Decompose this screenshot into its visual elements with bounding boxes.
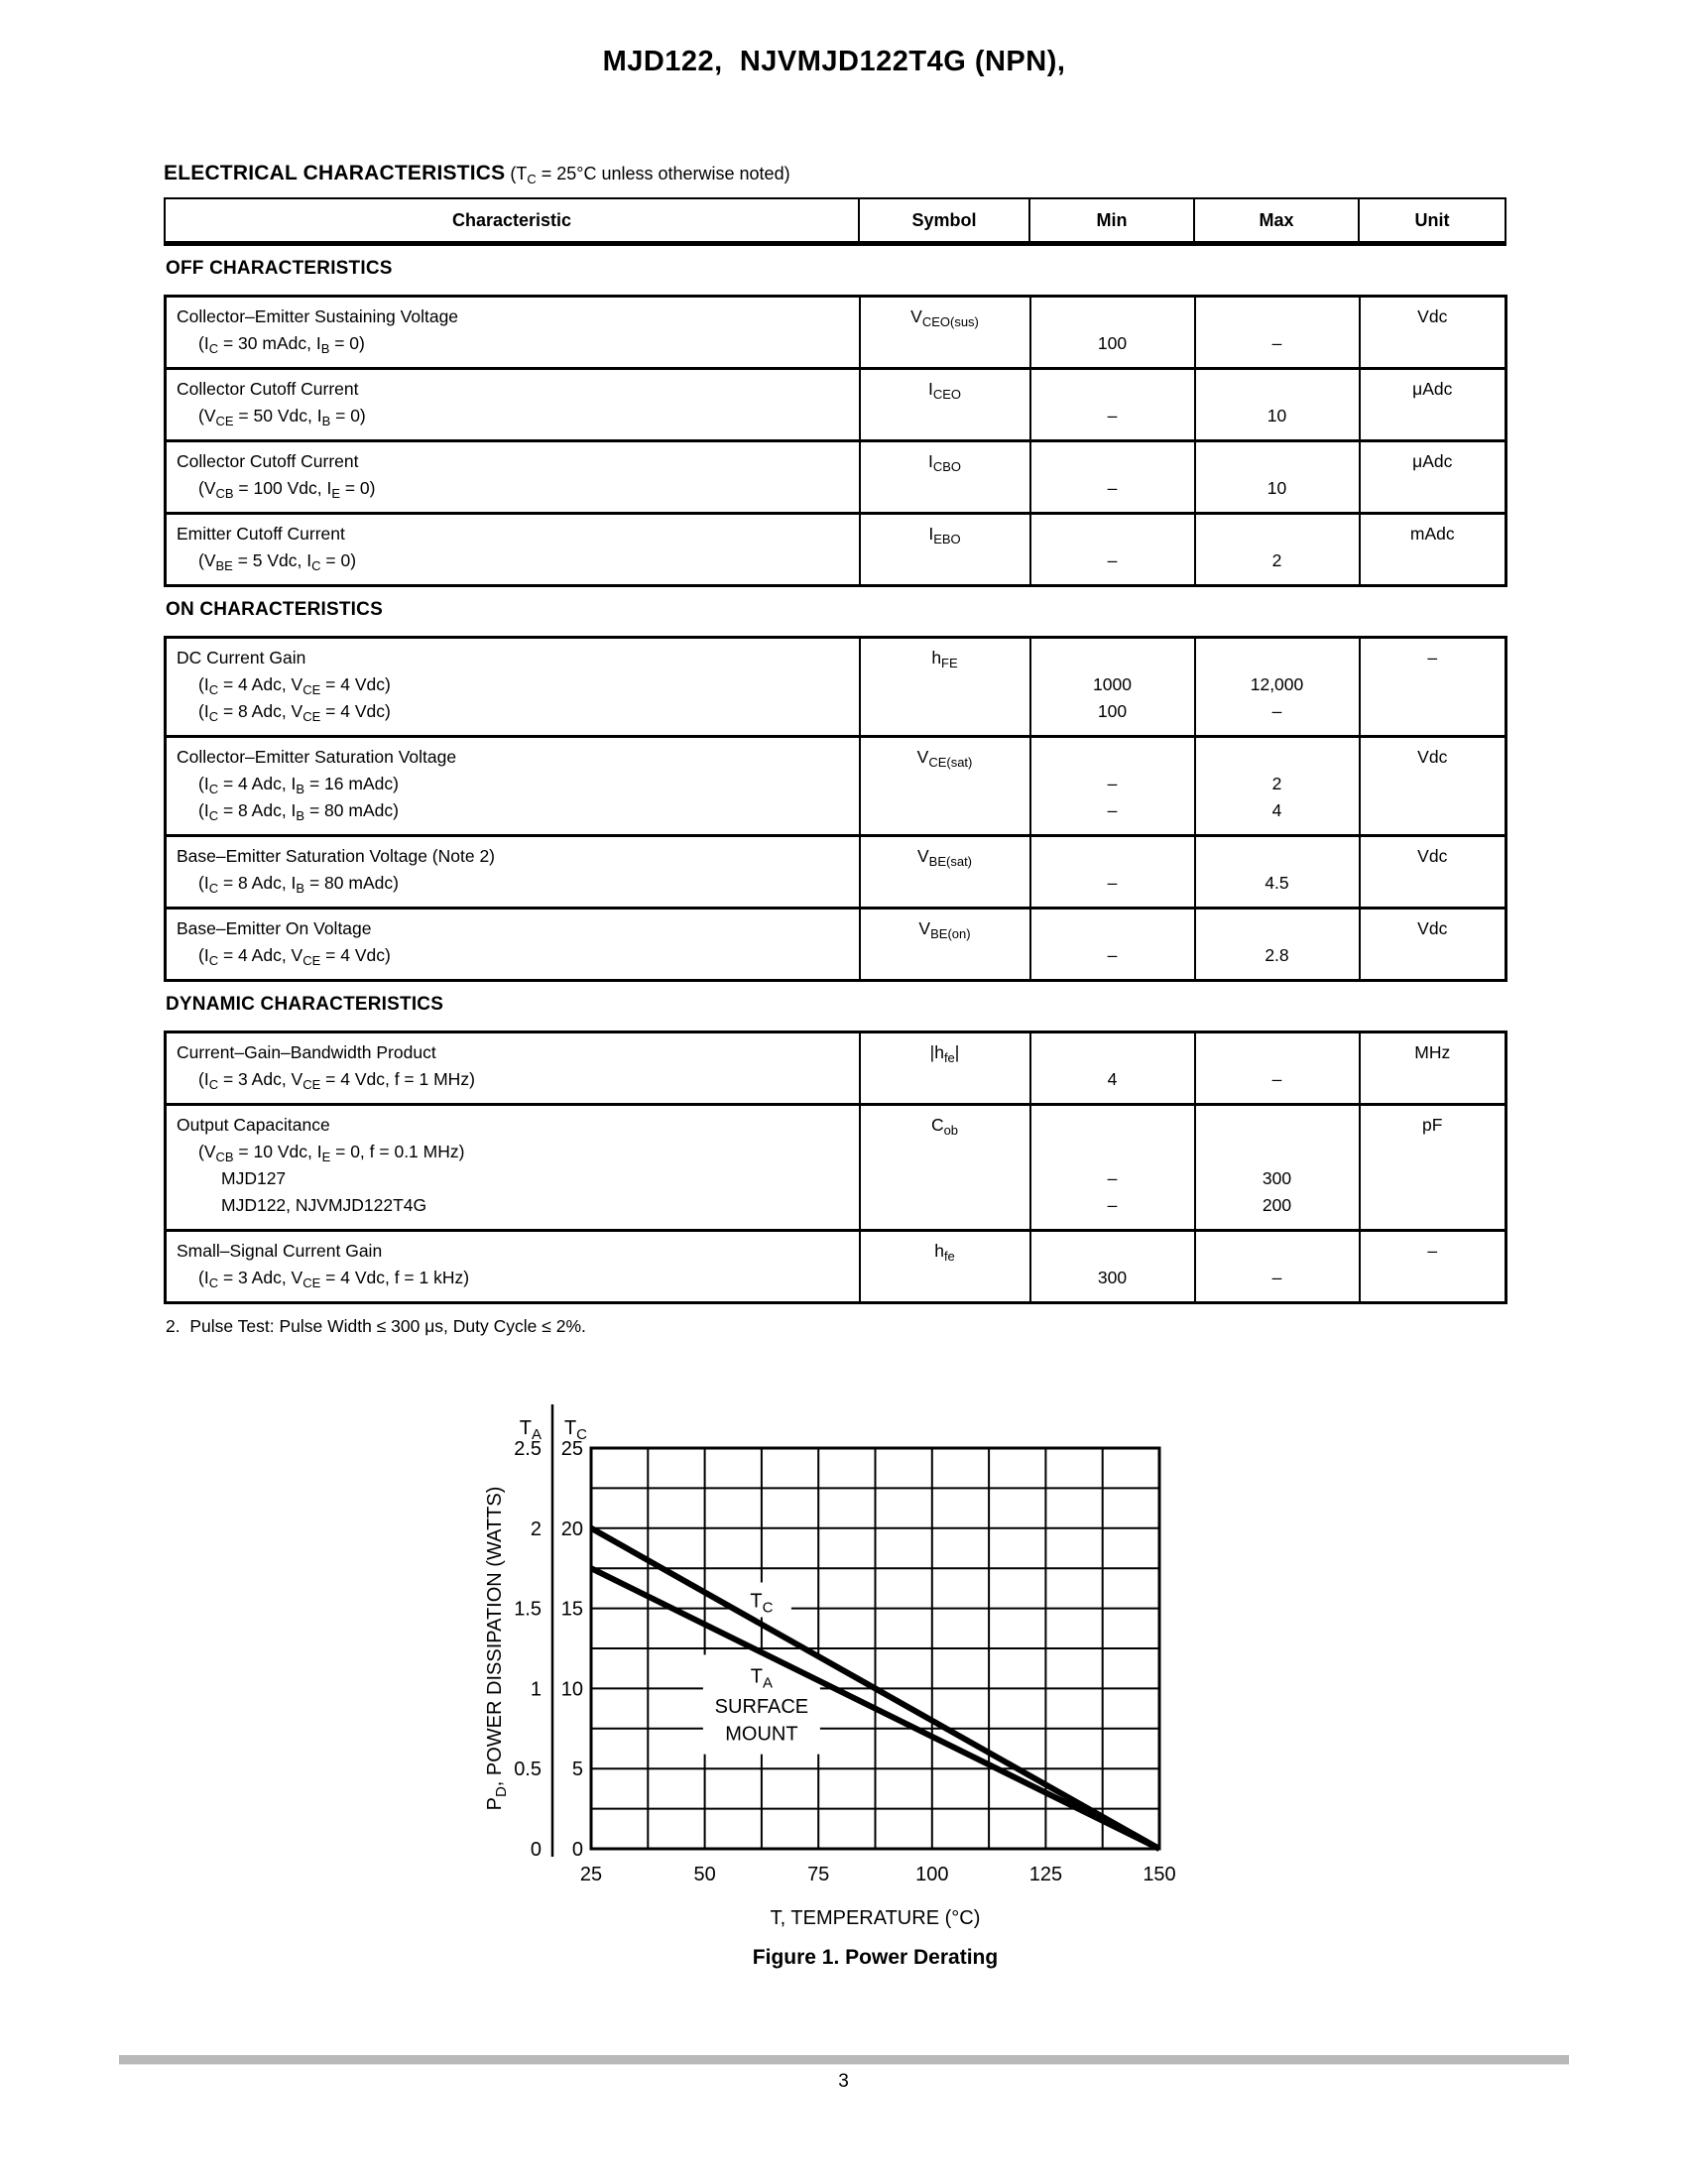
max-value — [1200, 376, 1355, 403]
symbol-cell — [860, 1105, 1030, 1231]
table-row — [166, 836, 1506, 909]
symbol-cell — [860, 737, 1030, 836]
max-cell — [1195, 836, 1360, 909]
unit-text: μAdc — [1412, 451, 1453, 471]
characteristic-line: MJD127 — [221, 1168, 287, 1188]
characteristic-line: ($I_C = 3$ Adc, $V_{CE} = 4$ Vdc, f = 1 MHz) — [198, 1069, 475, 1092]
max-value — [1200, 1112, 1355, 1139]
min-value — [1035, 1238, 1190, 1265]
min-cell — [1030, 1105, 1195, 1231]
x-tick: 50 — [693, 1864, 716, 1885]
characteristic-line: ($V_{CE} = 50$ Vdc, $I_B = 0$) — [198, 406, 366, 428]
characteristics-sections — [164, 258, 1505, 1304]
table-row — [166, 737, 1506, 836]
series-label: $T_A$ — [750, 1665, 774, 1692]
min-value: – — [1107, 478, 1118, 498]
max-cell — [1195, 441, 1360, 514]
characteristic-cell — [166, 1231, 860, 1303]
symbol-text: $h_{fe}$ — [934, 1241, 955, 1264]
unit-cell — [1360, 1231, 1506, 1303]
spec-table — [164, 295, 1507, 587]
symbol-text: $I_{CEO}$ — [927, 379, 962, 402]
y-axis-label: $P_D$, POWER DISSIPATION (WATTS) — [484, 1486, 510, 1811]
characteristic-line: ($I_C = 8$ Adc, $V_{CE} = 4$ Vdc) — [198, 701, 391, 724]
unit-text: Vdc — [1417, 306, 1448, 326]
min-value: 300 — [1097, 1268, 1128, 1287]
max-value: – — [1271, 701, 1282, 721]
unit-text: MHz — [1414, 1042, 1451, 1062]
max-value: 12,000 — [1250, 674, 1304, 694]
electrical-characteristics-label: ELECTRICAL CHARACTERISTICS — [164, 162, 506, 184]
y-axis-header-tc: $T_C$ — [563, 1417, 587, 1443]
min-cell — [1030, 297, 1195, 369]
characteristic-cell — [166, 836, 860, 909]
symbol-text: $I_{EBO}$ — [928, 524, 961, 546]
symbol-cell — [860, 1032, 1030, 1105]
x-tick: 150 — [1143, 1864, 1176, 1885]
page-title: MJD122, NJVMJD122T4G (NPN), — [602, 46, 1066, 77]
characteristic-line: Collector–Emitter Sustaining Voltage — [177, 306, 459, 326]
min-value: 4 — [1107, 1069, 1118, 1089]
table-row — [166, 1105, 1506, 1231]
min-value — [1035, 1039, 1190, 1066]
min-value — [1035, 303, 1190, 330]
min-cell — [1030, 836, 1195, 909]
max-value — [1200, 645, 1355, 671]
unit-cell — [1360, 638, 1506, 737]
spec-table — [164, 636, 1507, 982]
y-tick-tc: 10 — [560, 1678, 583, 1701]
characteristic-line: ($I_C = 8$ Adc, $I_B = 80$ mAdc) — [198, 873, 399, 896]
characteristic-cell — [166, 297, 860, 369]
characteristic-line: Emitter Cutoff Current — [177, 524, 345, 544]
section-heading: DYNAMIC CHARACTERISTICS — [166, 994, 444, 1015]
min-value: – — [1107, 550, 1118, 570]
characteristic-line: ($I_C = 8$ Adc, $I_B = 80$ mAdc) — [198, 800, 399, 823]
min-value — [1035, 1139, 1190, 1165]
table-row — [166, 297, 1506, 369]
unit-text: Vdc — [1417, 918, 1448, 938]
characteristic-cell — [166, 514, 860, 586]
y-tick-ta: 0.5 — [514, 1759, 542, 1781]
max-value — [1200, 843, 1355, 870]
header-row — [165, 198, 1506, 244]
table-row — [166, 638, 1506, 737]
y-tick-ta: 1.5 — [514, 1598, 542, 1621]
characteristic-cell — [166, 909, 860, 981]
symbol-text: $h_{FE}$ — [931, 648, 958, 670]
symbol-text: $C_{ob}$ — [930, 1115, 959, 1138]
characteristic-line: Output Capacitance — [177, 1115, 330, 1135]
symbol-cell — [860, 441, 1030, 514]
min-cell — [1030, 369, 1195, 441]
y-tick-ta: 0 — [530, 1839, 542, 1861]
table-row — [166, 1231, 1506, 1303]
unit-text: mAdc — [1409, 524, 1455, 544]
column-header-min: Min — [1029, 198, 1194, 244]
section-heading: OFF CHARACTERISTICS — [166, 258, 393, 279]
symbol-cell — [860, 638, 1030, 737]
characteristic-cell — [166, 638, 860, 737]
symbol-cell — [860, 1231, 1030, 1303]
min-value: – — [1107, 800, 1118, 820]
power-derating-chart — [417, 1389, 1190, 1944]
max-cell — [1195, 909, 1360, 981]
footnote: 2. Pulse Test: Pulse Width ≤ 300 μs, Duty Cycle ≤ 2%. — [166, 1316, 586, 1336]
min-cell — [1030, 737, 1195, 836]
max-value: – — [1271, 1268, 1282, 1287]
symbol-text: $V_{CE(sat)}$ — [916, 747, 973, 770]
max-value: 2 — [1271, 774, 1282, 793]
min-value — [1035, 843, 1190, 870]
min-value: – — [1107, 1168, 1118, 1188]
max-value: 300 — [1262, 1168, 1292, 1188]
unit-cell — [1360, 441, 1506, 514]
max-cell — [1195, 369, 1360, 441]
unit-text: pF — [1422, 1115, 1443, 1135]
unit-cell — [1360, 836, 1506, 909]
min-value — [1035, 521, 1190, 547]
min-cell — [1030, 441, 1195, 514]
column-header-max: Max — [1194, 198, 1359, 244]
max-cell — [1195, 1231, 1360, 1303]
max-value: 2.8 — [1265, 945, 1289, 965]
symbol-text: $|h_{fe}|$ — [929, 1042, 960, 1065]
unit-text: – — [1427, 1241, 1438, 1261]
max-cell — [1195, 1105, 1360, 1231]
min-value — [1035, 448, 1190, 475]
unit-text: Vdc — [1417, 846, 1448, 866]
characteristic-line: Small–Signal Current Gain — [177, 1241, 383, 1261]
table-row — [166, 514, 1506, 586]
min-value: – — [1107, 1195, 1118, 1215]
column-header-symbol: Symbol — [859, 198, 1029, 244]
section-heading: ON CHARACTERISTICS — [166, 599, 383, 620]
min-value — [1035, 376, 1190, 403]
unit-cell — [1360, 514, 1506, 586]
characteristic-line: DC Current Gain — [177, 648, 306, 667]
min-value — [1035, 744, 1190, 771]
max-value — [1200, 448, 1355, 475]
min-value — [1035, 1112, 1190, 1139]
characteristic-line: ($I_C = 30$ mAdc, $I_B = 0$) — [198, 333, 365, 356]
max-value: 4 — [1271, 800, 1282, 820]
characteristic-line: ($I_C = 4$ Adc, $V_{CE} = 4$ Vdc) — [198, 945, 391, 968]
y-tick-ta: 2 — [530, 1517, 542, 1540]
unit-cell — [1360, 737, 1506, 836]
y-tick-tc: 5 — [571, 1759, 583, 1781]
max-value — [1200, 1039, 1355, 1066]
symbol-text: $V_{BE(sat)}$ — [916, 846, 973, 869]
characteristic-line: ($V_{CB} = 10$ Vdc, $I_E = 0$, f = 0.1 MHz) — [198, 1142, 465, 1164]
y-tick-tc: 15 — [560, 1598, 583, 1621]
symbol-text: $V_{CEO(sus)}$ — [910, 306, 979, 329]
table-row — [166, 441, 1506, 514]
unit-cell — [1360, 1032, 1506, 1105]
unit-text: Vdc — [1417, 747, 1448, 767]
y-tick-ta: 1 — [530, 1678, 542, 1701]
characteristic-line: Collector Cutoff Current — [177, 451, 359, 471]
max-value — [1200, 915, 1355, 942]
spec-table — [164, 1031, 1507, 1304]
y-axis-header-ta: $T_A$ — [519, 1417, 542, 1443]
min-cell — [1030, 514, 1195, 586]
symbol-cell — [860, 836, 1030, 909]
symbol-cell — [860, 369, 1030, 441]
min-cell — [1030, 909, 1195, 981]
y-tick-tc: 0 — [571, 1839, 583, 1861]
x-axis-label: T, TEMPERATURE (°C) — [770, 1907, 981, 1929]
characteristic-line: ($I_C = 3$ Adc, $V_{CE} = 4$ Vdc, f = 1 kHz) — [198, 1268, 470, 1290]
characteristic-cell — [166, 369, 860, 441]
characteristic-line: ($I_C = 4$ Adc, $V_{CE} = 4$ Vdc) — [198, 674, 391, 697]
column-header-unit: Unit — [1359, 198, 1506, 244]
symbol-cell — [860, 297, 1030, 369]
characteristics-header-table — [164, 197, 1506, 246]
y-tick-tc: 20 — [560, 1517, 583, 1540]
x-tick: 75 — [807, 1864, 830, 1885]
unit-text: – — [1427, 648, 1438, 667]
unit-cell — [1360, 909, 1506, 981]
unit-text: μAdc — [1412, 379, 1453, 399]
max-value — [1200, 303, 1355, 330]
max-value: 10 — [1266, 406, 1287, 425]
min-cell — [1030, 1032, 1195, 1105]
symbol-cell — [860, 514, 1030, 586]
min-value: 100 — [1097, 333, 1128, 353]
max-value: 2 — [1271, 550, 1282, 570]
y-tick-ta: 2.5 — [514, 1438, 542, 1460]
characteristic-cell — [166, 1105, 860, 1231]
max-cell — [1195, 638, 1360, 737]
x-tick: 25 — [579, 1864, 603, 1885]
characteristic-line: ($I_C = 4$ Adc, $I_B = 16$ mAdc) — [198, 774, 399, 796]
max-value: 4.5 — [1265, 873, 1289, 893]
characteristic-cell — [166, 737, 860, 836]
max-value — [1200, 744, 1355, 771]
series-label: $T_C$ — [750, 1590, 774, 1617]
column-header-characteristic: Characteristic — [451, 210, 572, 230]
symbol-text: $V_{BE(on)}$ — [918, 918, 971, 941]
footer-divider — [119, 2055, 1569, 2065]
electrical-characteristics-heading — [164, 162, 1505, 185]
max-value: 10 — [1266, 478, 1287, 498]
page-number: 3 — [838, 2071, 849, 2092]
electrical-characteristics-note: ($T_C = 25^\circ C$ unless otherwise noted) — [510, 164, 790, 186]
series-label: SURFACE — [714, 1696, 809, 1719]
max-value: 200 — [1262, 1195, 1292, 1215]
max-cell — [1195, 737, 1360, 836]
min-value: – — [1107, 945, 1118, 965]
characteristic-line: Base–Emitter On Voltage — [177, 918, 372, 938]
characteristic-cell — [166, 441, 860, 514]
unit-cell — [1360, 297, 1506, 369]
min-value: 100 — [1097, 701, 1128, 721]
characteristic-line: MJD122, NJVMJD122T4G — [221, 1195, 427, 1215]
figure-caption: Figure 1. Power Derating — [752, 1946, 999, 1969]
figure-power-derating — [417, 1389, 1190, 1999]
characteristic-line: Base–Emitter Saturation Voltage (Note 2) — [177, 846, 496, 866]
max-value — [1200, 1238, 1355, 1265]
symbol-text: $I_{CBO}$ — [927, 451, 962, 474]
characteristic-line: Collector–Emitter Saturation Voltage — [177, 747, 457, 767]
max-cell — [1195, 1032, 1360, 1105]
y-tick-tc: 25 — [560, 1438, 583, 1460]
min-value: 1000 — [1093, 674, 1132, 694]
min-value: – — [1107, 774, 1118, 793]
characteristic-line: ($V_{CB} = 100$ Vdc, $I_E = 0$) — [198, 478, 376, 501]
symbol-cell — [860, 909, 1030, 981]
min-cell — [1030, 1231, 1195, 1303]
page-content — [164, 0, 1505, 1337]
min-cell — [1030, 638, 1195, 737]
characteristic-line: ($V_{BE} = 5$ Vdc, $I_C = 0$) — [198, 550, 357, 573]
table-row — [166, 1032, 1506, 1105]
max-value: – — [1271, 333, 1282, 353]
characteristic-line: Current–Gain–Bandwidth Product — [177, 1042, 436, 1062]
max-cell — [1195, 514, 1360, 586]
characteristic-line: Collector Cutoff Current — [177, 379, 359, 399]
table-row — [166, 909, 1506, 981]
max-cell — [1195, 297, 1360, 369]
max-value — [1200, 521, 1355, 547]
min-value: – — [1107, 873, 1118, 893]
x-tick: 100 — [915, 1864, 949, 1885]
characteristic-cell — [166, 1032, 860, 1105]
series-label: MOUNT — [725, 1723, 798, 1746]
max-value: – — [1271, 1069, 1282, 1089]
min-value — [1035, 645, 1190, 671]
min-value: – — [1107, 406, 1118, 425]
unit-cell — [1360, 1105, 1506, 1231]
unit-cell — [1360, 369, 1506, 441]
max-value — [1200, 1139, 1355, 1165]
x-tick: 125 — [1028, 1864, 1063, 1885]
min-value — [1035, 915, 1190, 942]
table-row — [166, 369, 1506, 441]
